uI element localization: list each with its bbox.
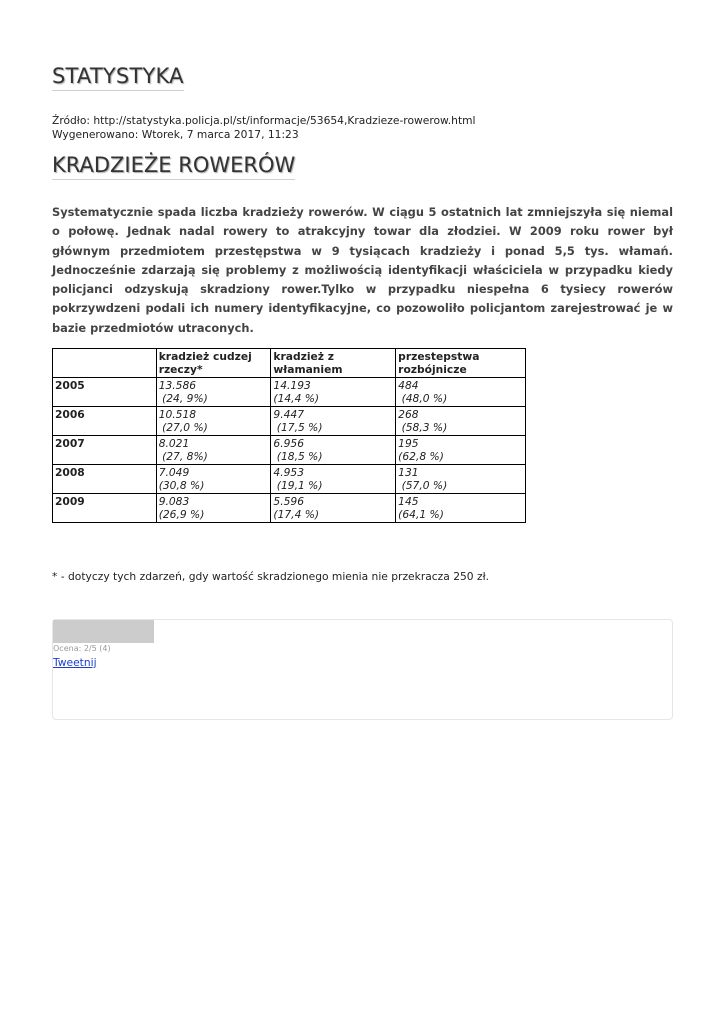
footnote: * - dotyczy tych zdarzeń, gdy wartość skradzionego mienia nie przekracza 250 zł. [52, 570, 490, 583]
rating-text: Ocena: 2/5 (4) [53, 644, 111, 653]
cell-value: 13.586 [158, 379, 197, 392]
year-cell: 2005 [53, 378, 157, 407]
robbery-cell [396, 494, 526, 523]
article-lead: Systematycznie spada liczba kradzieży rowerów. W ciągu 5 ostatnich lat zmniejszyła się niemal o połowę. Jednak nadal rowery to atrakcyjny towar dla złodziei. W 2009 roku rower był głównym przedmiotem przestępstwa w 9 tysiącach kradzieży i ponad 5,5 tys. włamań. Jednocześnie zdarzają się problemy z możliwością identyfikacji właściciela w przypadku kiedy policjanci odzyskują skradziony rower.Tylko w przypadku niespełna 6 tysiecy rowerów pokrzywdzeni podali ich numery identyfikacyjne, co pozowoliło policjantom zarejestrować je w bazie przedmiotów utraconych. [52, 205, 673, 335]
cell-value: 145 [398, 495, 419, 508]
year-cell: 2009 [53, 494, 157, 523]
table-row [53, 378, 526, 407]
cell-percent: (17,5 %) [273, 421, 323, 434]
site-title: STATYSTYKA [52, 64, 184, 91]
robbery-cell [396, 465, 526, 494]
cell-percent: (19,1 %) [273, 479, 323, 492]
cell-percent: (48,0 %) [398, 392, 448, 405]
header-cell-empty [53, 349, 157, 378]
rating-stars-bar[interactable] [53, 620, 154, 643]
robbery-cell [396, 436, 526, 465]
rating-widget [52, 619, 673, 720]
cell-value: 484 [398, 379, 419, 392]
cell-percent: (62,8 %) [398, 450, 444, 463]
table-row [53, 465, 526, 494]
cell-percent: (14,4 %) [273, 392, 320, 405]
header-cell-burglary: kradzież z włamaniem [271, 349, 396, 378]
burglary-cell [271, 436, 396, 465]
cell-value: 131 [398, 466, 419, 479]
year-cell: 2008 [53, 465, 157, 494]
theft-cell [156, 407, 271, 436]
theft-cell [156, 436, 271, 465]
cell-value: 268 [398, 408, 419, 421]
cell-percent: (24, 9%) [158, 392, 208, 405]
generated-line: Wygenerowano: Wtorek, 7 marca 2017, 11:23 [52, 128, 299, 141]
cell-value: 7.049 [158, 466, 190, 479]
robbery-cell [396, 378, 526, 407]
article-title: KRADZIEŻE ROWERÓW [52, 153, 295, 180]
tweet-link[interactable]: Tweetnij [53, 656, 97, 669]
cell-percent: (18,5 %) [273, 450, 323, 463]
burglary-cell [271, 494, 396, 523]
statistics-table [52, 348, 526, 523]
cell-value: 8.021 [158, 437, 190, 450]
cell-value: 195 [398, 437, 419, 450]
cell-value: 10.518 [158, 408, 197, 421]
robbery-cell [396, 407, 526, 436]
year-cell: 2007 [53, 436, 157, 465]
header-cell-theft: kradzież cudzej rzeczy* [156, 349, 271, 378]
theft-cell [156, 494, 271, 523]
source-line: Źródło: http://statystyka.policja.pl/st/informacje/53654,Kradzieze-rowerow.html [52, 114, 476, 127]
table-row [53, 436, 526, 465]
burglary-cell [271, 407, 396, 436]
cell-value: 4.953 [273, 466, 305, 479]
cell-percent: (27,0 %) [158, 421, 208, 434]
cell-percent: (27, 8%) [158, 450, 208, 463]
year-cell: 2006 [53, 407, 157, 436]
cell-percent: (57,0 %) [398, 479, 448, 492]
table-row [53, 494, 526, 523]
cell-percent: (17,4 %) [273, 508, 320, 521]
cell-value: 9.083 [158, 495, 190, 508]
cell-value: 5.596 [273, 495, 305, 508]
cell-percent: (58,3 %) [398, 421, 448, 434]
cell-value: 6.956 [273, 437, 305, 450]
cell-percent: (30,8 %) [158, 479, 205, 492]
burglary-cell [271, 465, 396, 494]
table-header-row [53, 349, 526, 378]
theft-cell [156, 378, 271, 407]
burglary-cell [271, 378, 396, 407]
meta-info [52, 114, 476, 142]
cell-value: 9.447 [273, 408, 305, 421]
cell-percent: (64,1 %) [398, 508, 444, 521]
theft-cell [156, 465, 271, 494]
cell-percent: (26,9 %) [158, 508, 205, 521]
cell-value: 14.193 [273, 379, 311, 392]
table-row [53, 407, 526, 436]
header-cell-robbery: przestepstwa rozbójnicze [396, 349, 526, 378]
